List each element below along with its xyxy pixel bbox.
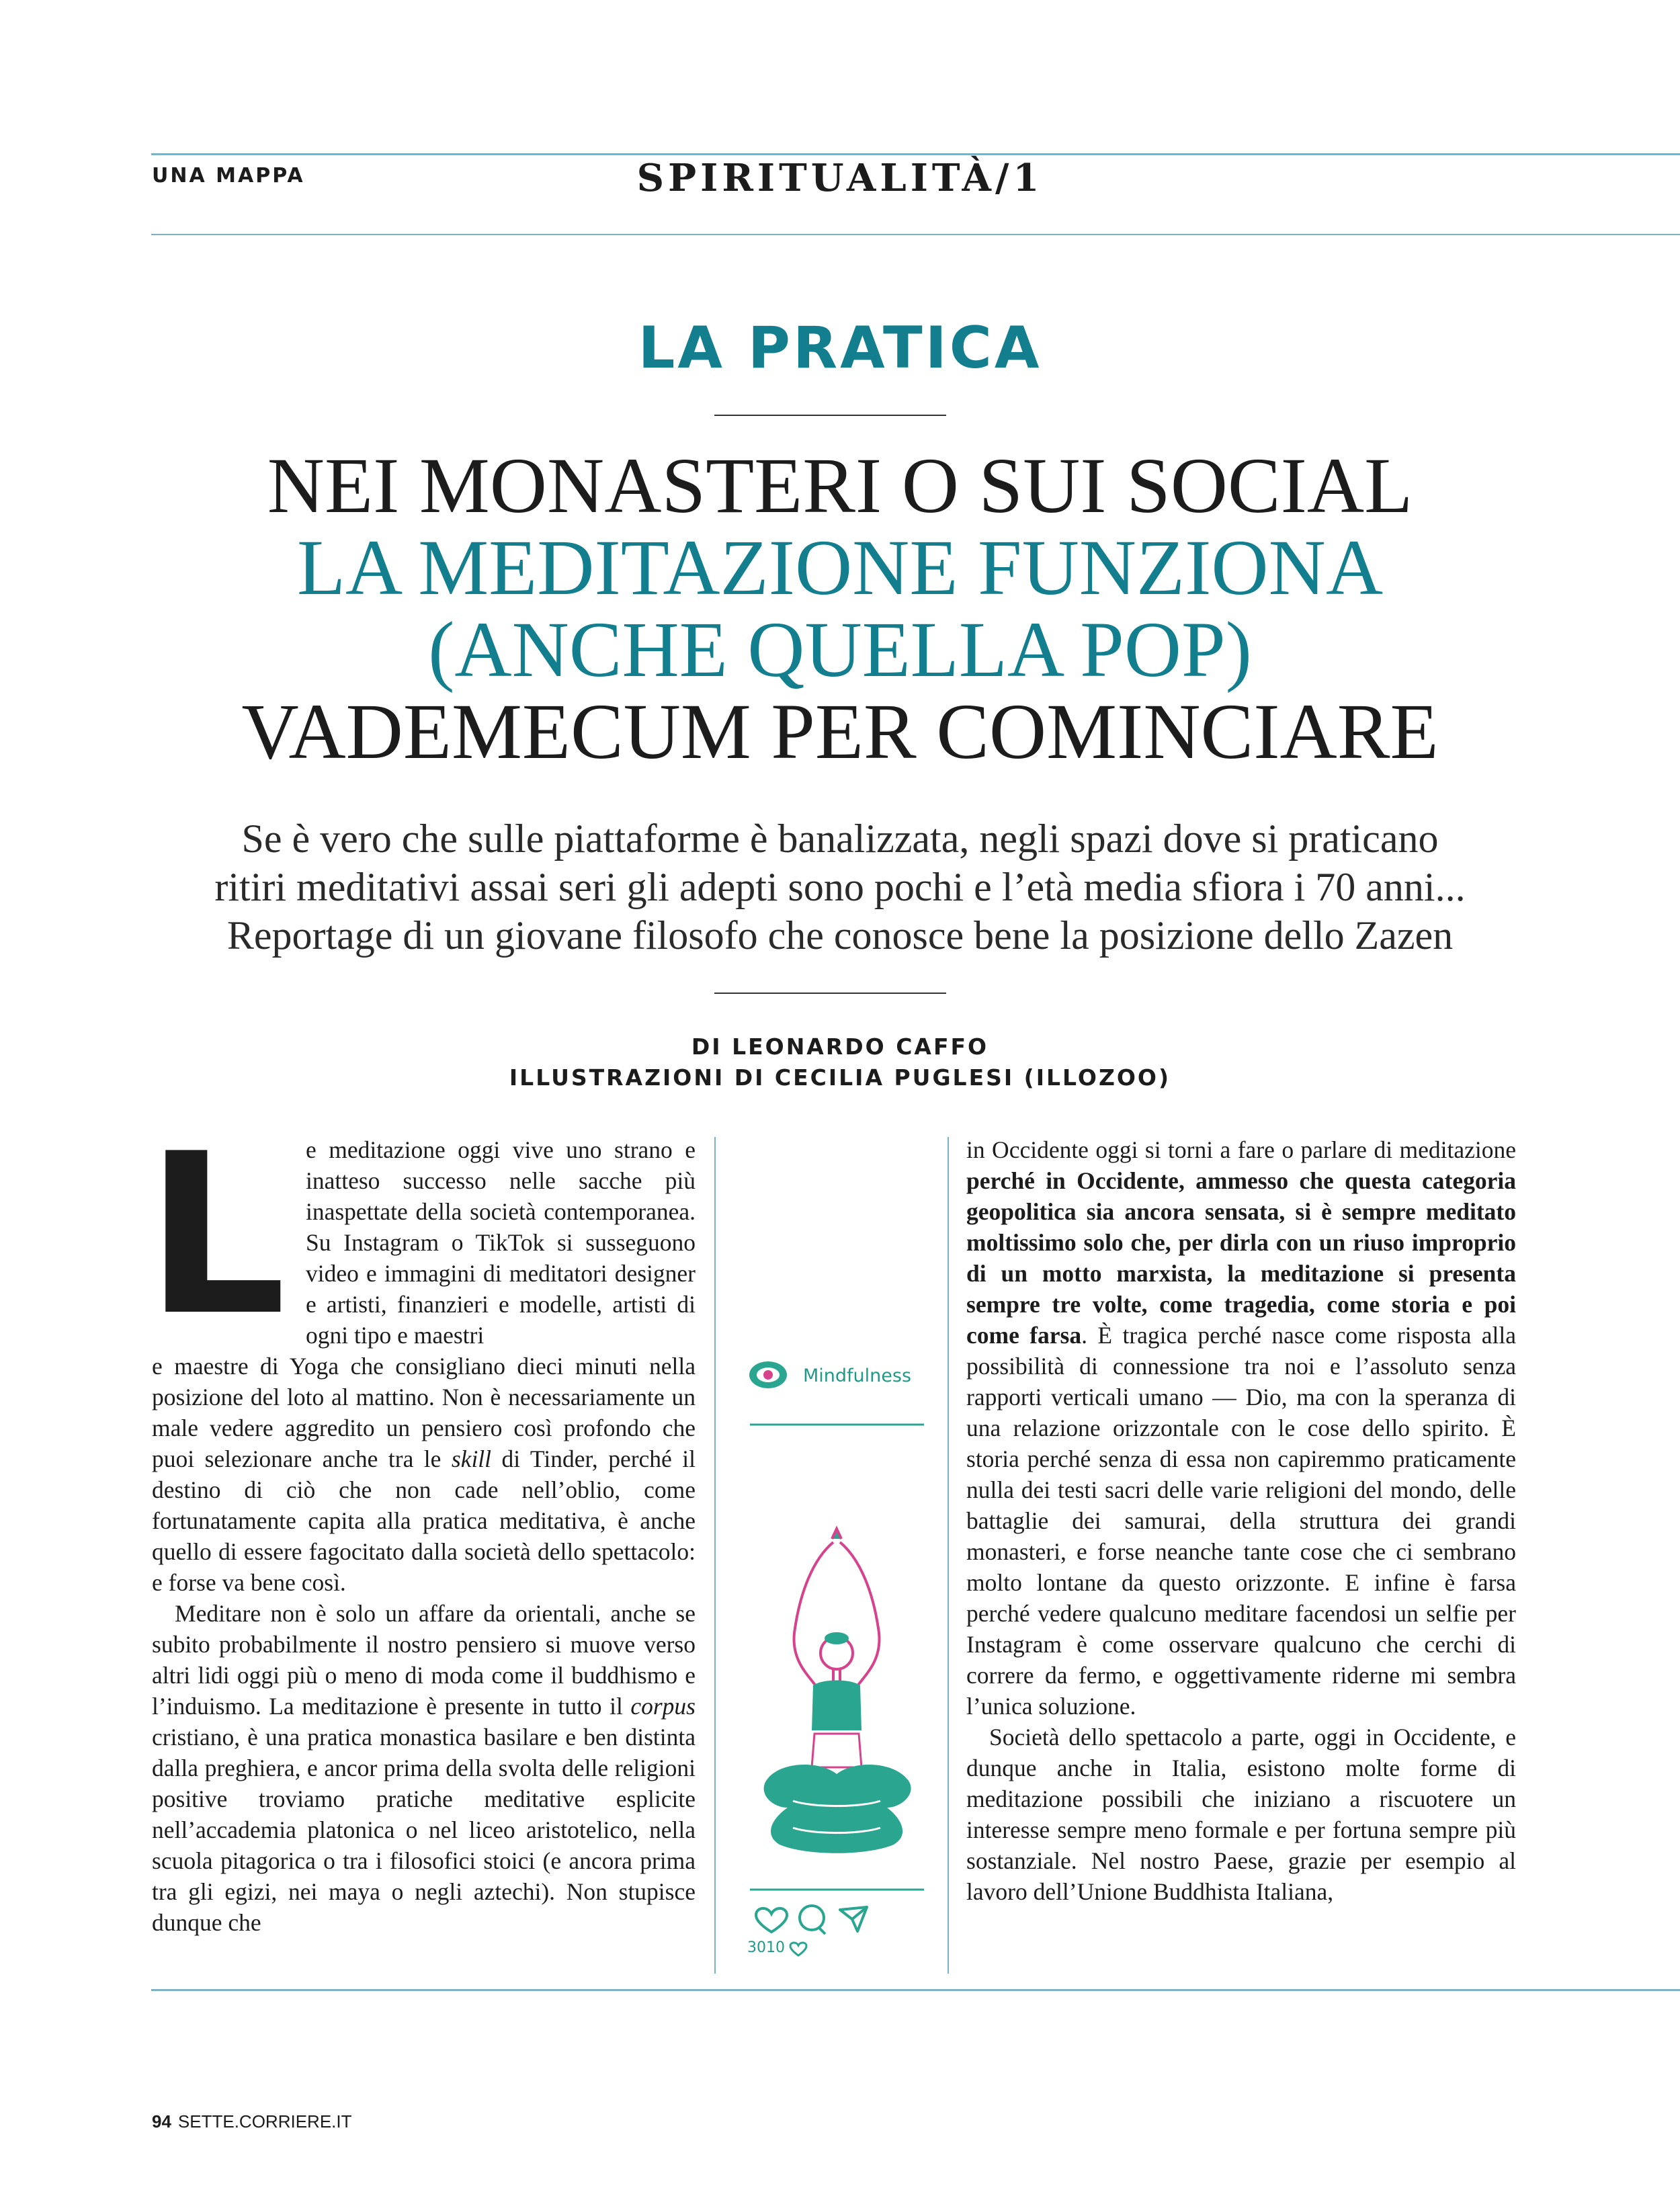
column-divider [948, 1137, 949, 1974]
dropcap: L [145, 1106, 287, 1364]
standfirst [0, 814, 1680, 960]
eye-icon [749, 1361, 787, 1388]
headline-line-4: VADEMECUM PER COMINCIARE [241, 687, 1439, 775]
standfirst-line-3: Reportage di un giovane filosofo che conosce bene la posizione dello Zazen [226, 913, 1454, 958]
section-title: SPIRITUALITÀ/1 [636, 156, 1044, 200]
body-column-1-intro [306, 1134, 696, 1351]
short-divider [714, 993, 946, 994]
headline-line-2: LA MEDITAZIONE FUNZIONA [296, 523, 1384, 612]
short-divider [714, 415, 946, 416]
heart-icon [756, 1908, 787, 1932]
site-name: SETTE.CORRIERE.IT [177, 2111, 352, 2132]
likes-count: 3010 [747, 1939, 785, 1956]
heart-icon [790, 1943, 806, 1955]
comment-icon [800, 1906, 825, 1934]
paragraph: in Occidente oggi si torni a fare o parlare di meditazione perché in Occidente, ammesso che questa categoria geopolitica sia ancora sensata, si è sempre meditato moltissimo solo che, per dirla con un riuso improprio di un motto marxista, la meditazione si presenta sempre tre volte, come tragedia, come storia e poi come farsa. È tragica perché nasce come risposta alla possibilità di connessione tra noi e l’assoluto senza rapporti verticali umano — Dio, ma con la speranza di una relazione orizzontale con le cose dello spirito. È storia perché senza di essa non capiremmo praticamente nulla dei testi sacri delle varie religioni del mondo, delle battaglie dei samurai, della struttura dei grandi monasteri, e forse neanche tante cose che ci sembrano molto lontane da questo orizzonte. E infine è farsa perché vedere qualcuno meditare facendosi un selfie per Instagram è come osservare qualcuno che cerchi di correre da fermo, e oggettivamente riderne mi sembra l’unica soluzione. [966, 1136, 1516, 1720]
paragraph: Meditare non è solo un affare da orientali, anche se subito probabilmente il nostro pensiero si muove verso altri lidi oggi più o meno di moda come il buddhismo e l’induismo. La meditazione è presente in tutto il corpus cristiano, è una pratica monastica basilare e ben distinta dalla preghiera, e ancor prima della svolta delle religioni positive troviamo pratiche meditative esplicite nell’accademia platonica o nel liceo aristotelico, nella scuola pitagorica o tra i filosofici stoici (e ancora prima tra gli egizi, nei maya o negli aztechi). Non stupisce dunque che [152, 1600, 696, 1936]
article-label: LA PRATICA [638, 314, 1042, 382]
standfirst-line-2: ritiri meditativi assai seri gli adepti sono pochi e l’età media sfiora i 70 anni... [214, 865, 1466, 909]
footer-rule [151, 1989, 1680, 1991]
meditation-illustration [732, 1337, 941, 1962]
paragraph-intro: e meditazione oggi vive uno strano e inatteso successo nelle sacche più inaspettate della società contemporanea. Su Instagram o TikTok si susseguono video e immagini di meditatori designer e artisti, finanzieri e modelle, artisti di ogni tipo e maestri [306, 1136, 696, 1349]
headline-line-3: (ANCHE QUELLA POP) [428, 605, 1252, 693]
column-divider [714, 1137, 716, 1974]
illustration-title: Mindfulness [803, 1365, 912, 1386]
header-rule-bottom [151, 234, 1680, 235]
yoga-figure [764, 1529, 911, 1853]
send-icon [840, 1907, 867, 1931]
kicker: UNA MAPPA [152, 164, 305, 187]
headline-line-1: NEI MONASTERI O SUI SOCIAL [267, 441, 1413, 530]
paragraph: Società dello spettacolo a parte, oggi in Occidente, e dunque anche in Italia, esistono molte forme di meditazione possibili che iniziano a riscuotere un interesse sempre meno formale e per fortuna sempre più sostanziale. Nel nostro Paese, grazie per esempio al lavoro dell’Unione Buddhista Italiana, [966, 1724, 1516, 1905]
standfirst-line-1: Se è vero che sulle piattaforme è banalizzata, negli spazi dove si praticano [241, 816, 1439, 861]
page-number: 94 [152, 2111, 171, 2132]
body-column-1 [152, 1351, 696, 1938]
paragraph: e maestre di Yoga che consigliano dieci minuti nella posizione del loto al mattino. Non è necessariamente un male vedere aggredito un pensiero così profondo che puoi selezionare anche tra le skill di Tinder, perché il destino di ciò che non cade nell’oblio, come fortunatamente capita alla pratica meditativa, è anche quello di essere fagocitato dalla società dello spettacolo: e forse va bene così. [152, 1353, 696, 1596]
byline [0, 1031, 1680, 1093]
header-rule-top [151, 153, 1680, 155]
byline-illustrator: ILLUSTRAZIONI DI CECILIA PUGLESI (ILLOZOO) [509, 1064, 1171, 1091]
folio [152, 2111, 352, 2132]
headline [0, 441, 1680, 775]
byline-author: DI LEONARDO CAFFO [691, 1034, 989, 1060]
body-column-2 [966, 1134, 1516, 1907]
